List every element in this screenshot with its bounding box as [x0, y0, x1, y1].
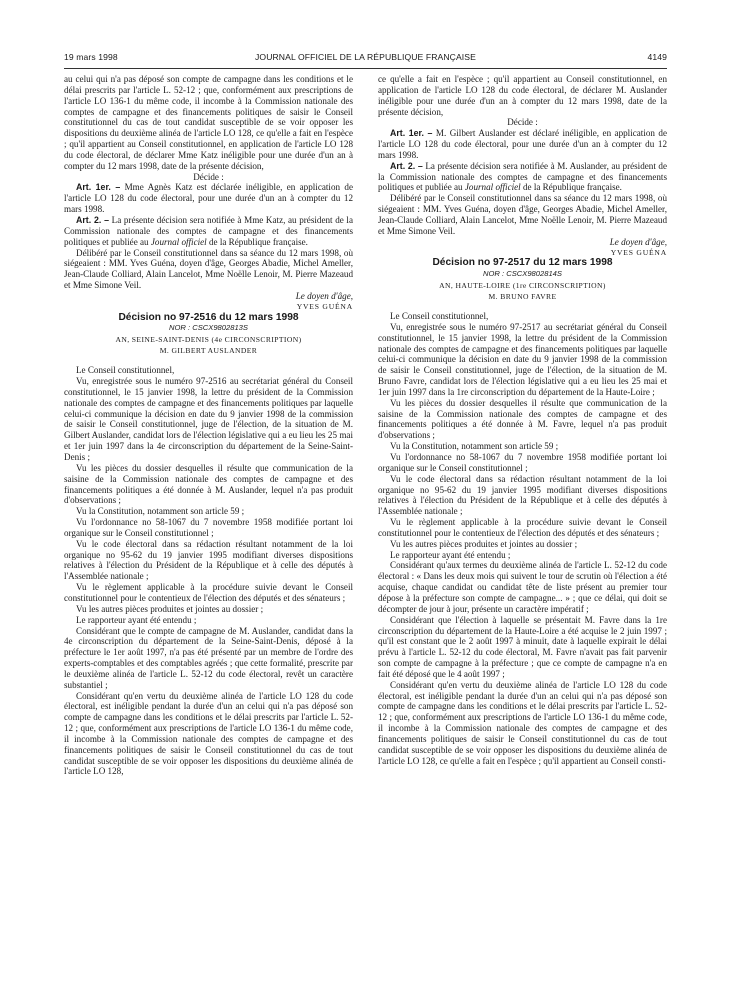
article-1 — [378, 128, 667, 161]
paragraph: ce qu'elle a fait en l'espèce ; qu'il appartient au Conseil constitutionnel, en application de l'article LO 128 du code électoral, de déclarer M. Auslander inéligible pour une durée d'un an à compter du 12 mars 1998, date de la présente décision, — [378, 74, 667, 117]
paragraph: Vu les pièces du dossier desquelles il résulte que communication de la saisine de la Commission nationale des comptes de campagne et des financements politiques a été donnée à M. Favre, lequel n'a pas produit d'observations ; — [378, 397, 667, 441]
article-label: Art. 2. – — [76, 214, 109, 225]
paragraph: Vu la Constitution, notamment son article 59 ; — [390, 441, 559, 452]
nor-code: NOR : CSCX9802813S — [169, 323, 248, 333]
article-text-end: de la République française. — [206, 236, 308, 247]
decision-subject: AN, HAUTE-LOIRE (1re CIRCONSCRIPTION) — [439, 281, 606, 291]
decide-heading: Décide : — [193, 171, 224, 182]
paragraph: Vu, enregistrée sous le numéro 97-2516 au secrétariat général du Conseil constitutionnel, le 15 janvier 1998, la lettre du président de la Commission nationale des comptes de campagne et des financements politiques par laquelle celui-ci communique la décision en date du 9 janvier 1998 de la commission de saisir le Conseil constitutionnel, juge de l'élection, de la situation de M. Gilbert Auslander, candidat lors de l'élection législative qui a eu lieu les 25 mai et 1er juin 1997 dans la 4e circonscription du département de la Seine-Saint-Denis ; — [64, 376, 353, 462]
paragraph: Vu, enregistrée sous le numéro 97-2517 au secrétariat général du Conseil constitutionnel, le 15 janvier 1998, la lettre du président de la Commission nationale des comptes de campagne et des financements politiques par laquelle celui-ci communique la décision en date du 9 janvier 1998 de la commission de saisir le Conseil constitutionnel, juge de l'élection, de la situation de M. Bruno Favre, candidat lors de l'élection législative qui a eu lieu les 25 mai et 1er juin 1997 dans la 1re circonscription du département de la Haute-Loire ; — [378, 321, 667, 397]
article-label: Art. 2. – — [390, 160, 423, 171]
article-text: La présente décision sera notifiée à M. Auslander, au président de la Commission nationale des comptes de campagne et des financements politiques et publiée au — [378, 160, 667, 193]
article-label: Art. 1er. – — [390, 128, 433, 139]
right-column — [378, 74, 667, 766]
paragraph: Vu la Constitution, notamment son article 59 ; — [76, 506, 245, 517]
nor-reference — [378, 269, 667, 280]
deliberation: Délibéré par le Conseil constitutionnel dans sa séance du 12 mars 1998, où siégeaient : MM. Yves Guéna, doyen d'âge, Georges Abadie, Michel Ameller, Jean-Claude Colliard, Alain Lancelot, Mme Noëlle Lenoir, M. Pierre Mazeaud et Mme Simone Veil. — [378, 193, 667, 236]
journal-officiel-text: Journal officiel — [464, 182, 521, 193]
page-header — [64, 52, 667, 66]
signature-title: Le doyen d'âge, — [609, 236, 667, 247]
paragraph: Le rapporteur ayant été entendu ; — [76, 614, 197, 625]
decision-title: Décision no 97-2516 du 12 mars 1998 — [118, 311, 299, 323]
journal-title: JOURNAL OFFICIEL DE LA RÉPUBLIQUE FRANÇAISE — [255, 52, 476, 62]
paragraph: Le rapporteur ayant été entendu ; — [390, 549, 511, 560]
paragraph: Vu les autres pièces produites et jointes au dossier ; — [390, 538, 578, 549]
decision-person: M. GILBERT AUSLANDER — [159, 346, 258, 356]
paragraph: Vu les pièces du dossier desquelles il résulte que communication de la saisine de la Commission nationale des comptes de campagne et des financements politiques a été donnée à M. Auslander, lequel n'a pas produit d'observations ; — [64, 462, 353, 506]
issue-date: 19 mars 1998 — [64, 52, 118, 62]
decide-heading: Décide : — [507, 117, 538, 128]
article-1 — [64, 182, 353, 215]
signature-name: YVES GUÉNA — [296, 301, 353, 311]
header-rule — [64, 68, 667, 69]
paragraph: Vu l'ordonnance no 58-1067 du 7 novembre 1958 modifiée portant loi organique sur le Conseil constitutionnel ; — [378, 452, 667, 473]
signature-name: YVES GUÉNA — [610, 247, 667, 257]
paragraph: Vu le code électoral dans sa rédaction résultant notamment de la loi organique no 95-62 du 19 janvier 1995 modifiant diverses dispositions relatives à l'élection du Président de la République et à celle des députés à l'Assemblée nationale ; — [378, 473, 667, 517]
nor-reference — [64, 323, 353, 334]
paragraph: Le Conseil constitutionnel, — [76, 365, 175, 376]
paragraph: au celui qui n'a pas déposé son compte de campagne dans les conditions et le délai prescrits par l'article L. 52-12 ; que, conformément aux prescriptions de l'article LO 136-1 du même code, il incombe à la Commission nationale des comptes de campagne et des financements politiques de saisir le Conseil constitutionnel du cas de tout candidat susceptible de se voir opposer les dispositions du deuxième alinéa de l'article LO 128, ce qu'elle a fait en l'espèce ; qu'il appartient au Conseil constitutionnel, en application de l'article LO 128 du code électoral, de déclarer Mme Katz inéligible pour une durée d'un an à compter du 12 mars 1998, date de la présente décision, — [64, 74, 353, 171]
paragraph: Le Conseil constitutionnel, — [390, 311, 489, 322]
decision-person: M. BRUNO FAVRE — [488, 292, 557, 302]
paragraph: Considérant que le compte de campagne de M. Auslander, candidat dans la 4e circonscription du département de la Seine-Saint-Denis, déposé à la préfecture le 1er août 1997, n'a pas été présenté par un membre de l'ordre des experts-comptables et des comptables agréés ; que cette formalité, prescrite par le deuxième alinéa de l'article L. 52-12 du code électoral, revêt un caractère substantiel ; — [64, 625, 353, 690]
nor-code: NOR : CSCX9802814S — [483, 269, 562, 279]
paragraph: Vu le règlement applicable à la procédure suivie devant le Conseil constitutionnel pour le contentieux de l'élection des députés et des sénateurs ; — [378, 517, 667, 538]
paragraph: Considérant que l'élection à laquelle se présentait M. Favre dans la 1re circonscription du département de la Haute-Loire a été acquise le 2 juin 1997 ; qu'il est constant que le 2 août 1997 à minuit, date à laquelle expirait le délai prévu à l'article L. 52-12 du code électoral, M. Favre n'avait pas fait parvenir son compte de campagne à la préfecture ; que ce compte de campagne n'a en fait été déposé que le 4 août 1997 ; — [378, 614, 667, 679]
deliberation: Délibéré par le Conseil constitutionnel dans sa séance du 12 mars 1998, où siégeaient : MM. Yves Guéna, doyen d'âge, Georges Abadie, Michel Ameller, Jean-Claude Colliard, Alain Lancelot, Mme Noëlle Lenoir, M. Pierre Mazeaud et Mme Simone Veil. — [64, 247, 353, 291]
paragraph: Considérant qu'en vertu du deuxième alinéa de l'article LO 128 du code électoral, est inéligible pendant la durée d'un an celui qui n'a pas déposé son compte de campagne dans les conditions et le délai prescrits par l'article L. 52-12 ; que, conformément aux prescriptions de l'article LO 136-1 du même code, il incombe à la Commission nationale des comptes de campagne et des financements politiques de saisir le Conseil constitutionnel du cas de tout candidat susceptible de se voir opposer les dispositions du deuxième alinéa de l'article LO 128, — [64, 690, 353, 777]
journal-officiel-text: Journal officiel — [150, 236, 207, 247]
paragraph: Vu le règlement applicable à la procédure suivie devant le Conseil constitutionnel pour le contentieux de l'élection des députés et des sénateurs ; — [64, 582, 353, 603]
left-column — [64, 74, 353, 777]
paragraph: Considérant qu'en vertu du deuxième alinéa de l'article LO 128 du code électoral, est inéligible pendant la durée d'un an celui qui n'a pas déposé son compte de campagne dans les conditions et le délai prescrits par l'article L. 52-12 ; que, conformément aux prescriptions de l'article LO 136-1 du même code, il incombe à la Commission nationale des comptes de campagne et des financements politiques de saisir le Conseil constitutionnel du cas de tout candidat susceptible de se voir opposer les dispositions du deuxième alinéa de l'article LO 128, ce qu'elle a fait en l'espèce ; qu'il appartient au Conseil consti- — [378, 679, 667, 766]
signature-title: Le doyen d'âge, — [295, 290, 353, 301]
paragraph: Vu l'ordonnance no 58-1067 du 7 novembre 1958 modifiée portant loi organique sur le Conseil constitutionnel ; — [64, 517, 353, 538]
decision-subject: AN, SEINE-SAINT-DENIS (4e CIRCONSCRIPTION) — [115, 335, 302, 345]
article-label: Art. 1er. – — [76, 182, 121, 193]
article-text: Mme Agnès Katz est déclarée inéligible, en application de l'article LO 128 du code électoral, pour une durée d'un an à compter du 12 mars 1998. — [64, 182, 353, 215]
article-2 — [378, 161, 667, 194]
paragraph: Considérant qu'aux termes du deuxième alinéa de l'article L. 52-12 du code électoral : « Dans les deux mois qui suivent le tour de scrutin où l'élection a été acquise, chaque candidat ou candidat tête de liste présent au premier tour dépose à la préfecture son compte de campagne... » ; que ce délai, qui doit se décompter de jour à jour, présente un caractère impératif ; — [378, 560, 667, 614]
page-number: 4149 — [647, 52, 667, 62]
article-text: M. Gilbert Auslander est déclaré inéligible, en application de l'article LO 128 du code électoral, pour une durée d'un an à compter du 12 mars 1998. — [378, 128, 667, 160]
paragraph: Vu les autres pièces produites et jointes au dossier ; — [76, 603, 264, 614]
article-text-end: de la République française. — [520, 182, 622, 193]
article-2 — [64, 215, 353, 248]
paragraph: Vu le code électoral dans sa rédaction résultant notamment de la loi organique no 95-62 du 19 janvier 1995 modifiant diverses dispositions relatives à l'élection du Président de la République et à celle des députés à l'Assemblée nationale ; — [64, 538, 353, 582]
decision-title: Décision no 97-2517 du 12 mars 1998 — [432, 257, 613, 269]
article-text: La présente décision sera notifiée à Mme Katz, au président de la Commission nationale des comptes de campagne et des financements politiques et publiée au — [64, 214, 353, 247]
